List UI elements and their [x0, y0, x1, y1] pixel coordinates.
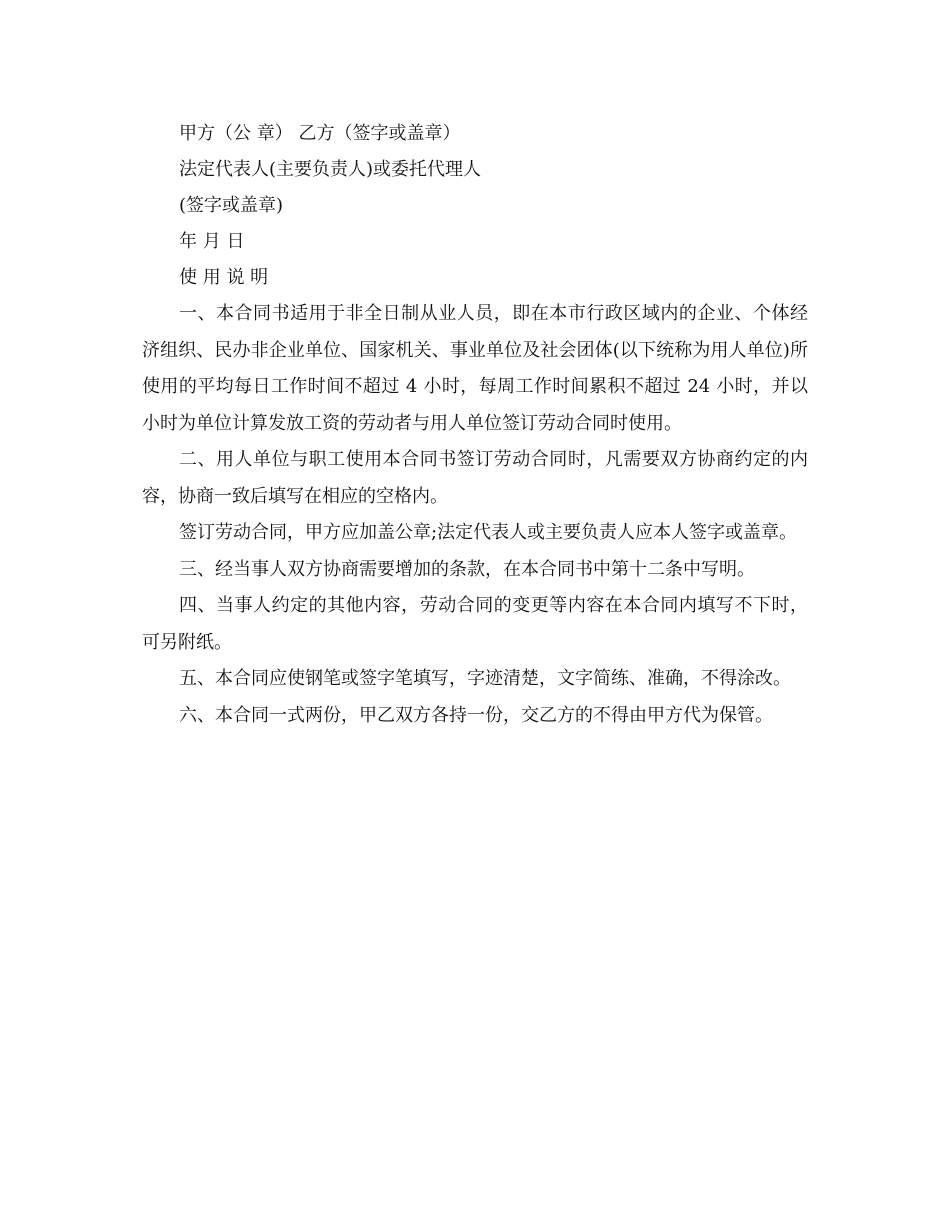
instructions-heading: 使 用 说 明: [179, 267, 269, 288]
instruction-item-1: 一、本合同书适用于非全日制从业人员，即在本市行政区域内的企业、个体经济组织、民办非企业单位、国家机关、事业单位及社会团体(以下统称为用人单位)所使用的平均每日工作时间不超过 4 小时，每周工作时间累积不超过 24 小时，并以小时为单位计算发放工资的劳动者与用人单位签订劳动合同时使用。: [142, 303, 808, 434]
date-line: 年 月 日: [179, 231, 245, 252]
instruction-item-6: 六、本合同一式两份，甲乙双方各持一份，交乙方的不得由甲方代为保管。: [179, 704, 773, 726]
instruction-item-4: 四、当事人约定的其他内容，劳动合同的变更等内容在本合同内填写不下时，可另附纸。: [142, 595, 808, 653]
legal-representative-line: 法定代表人(主要负责人)或委托代理人: [179, 159, 482, 180]
instruction-item-5: 五、本合同应使钢笔或签字笔填写，字迹清楚，文字简练、准确，不得涂改。: [179, 668, 791, 689]
document-page: [142, 116, 808, 734]
instruction-item-2-note: 签订劳动合同，甲方应加盖公章;法定代表人或主要负责人应本人签字或盖章。: [179, 522, 798, 543]
sign-or-seal-line: (签字或盖章): [179, 195, 284, 216]
instruction-item-2: 二、用人单位与职工使用本合同书签订劳动合同时，凡需要双方协商约定的内容，协商一致后填写在相应的空格内。: [142, 449, 808, 507]
instruction-item-3: 三、经当事人双方协商需要增加的条款，在本合同书中第十二条中写明。: [179, 558, 755, 580]
party-signature-line: 甲方（公 章） 乙方（签字或盖章）: [179, 123, 461, 144]
